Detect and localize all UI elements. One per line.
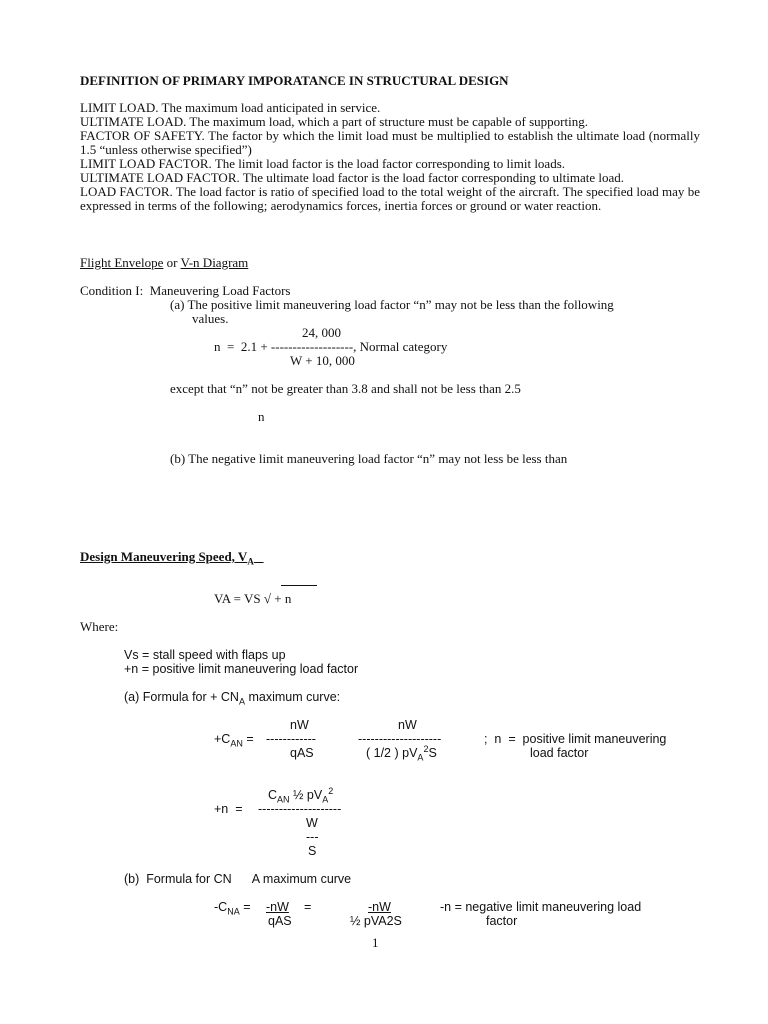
formula-a-num2: nW [398, 718, 417, 732]
formula-b-term1: -nW [266, 900, 289, 914]
va-formula: VA = VS √ + n [214, 591, 292, 606]
equation-numerator: 24, 000 [302, 325, 341, 340]
condition-item-b: (b) The negative limit maneuvering load factor “n” may not less be less than [170, 451, 568, 466]
formula-n-small-dash: --- [306, 830, 319, 844]
equation-line: n = 2.1 + -------------------, Normal category [214, 339, 448, 354]
formula-a-note2: load factor [530, 746, 589, 760]
formula-a-note: ; n = positive limit maneuvering [484, 732, 667, 746]
sqrt-symbol: √ [263, 591, 271, 606]
formula-a-den1: qAS [290, 746, 314, 760]
flight-envelope-heading: Flight Envelope or V-n Diagram [80, 255, 249, 270]
formula-a-den2: ( 1/2 ) $pV_A^2S$ [366, 743, 437, 763]
definition-factor-of-safety: FACTOR OF SAFETY. The factor by which the limit load must be multiplied to establish the ultimate load (normally 1.5 “unless otherwise specified”) [80, 128, 700, 157]
definition-limit-load-factor: LIMIT LOAD FACTOR. The limit load factor is the load factor corresponding to limit loads. [80, 156, 566, 171]
formula-a-dash1: ------------ [266, 732, 316, 746]
formula-n-lhs: +n = [214, 802, 243, 816]
vs-definition: Vs = stall speed with flaps up [124, 648, 286, 662]
formula-a-label: (a) Formula for + $CN_A$ maximum curve: [124, 690, 341, 707]
formula-b-note2: factor [486, 914, 518, 928]
condition-label: Condition I: Maneuvering Load Factors [80, 283, 291, 298]
formula-a-dash2: -------------------- [358, 732, 442, 746]
definitions-block [80, 101, 700, 213]
definition-ultimate-load-factor: ULTIMATE LOAD FACTOR. The ultimate load factor is the load factor corresponding to ultimate load. [80, 170, 624, 185]
design-speed-heading: Design Maneuvering Speed, $V_A$ [80, 549, 254, 567]
formula-n-w: W [306, 816, 318, 830]
formula-a-num1: nW [290, 718, 309, 732]
definition-limit-load: LIMIT LOAD. The maximum load anticipated in service. [80, 100, 381, 115]
formula-n-dash: -------------------- [258, 802, 342, 816]
condition-item-a-cont: values. [192, 311, 229, 326]
radical-overline [281, 585, 317, 586]
definition-load-factor: LOAD FACTOR. The load factor is ratio of specified load to the total weight of the aircraft. The specified load may be expressed in terms of the following; aerodynamics forces, inertia forces or ground or water reaction. [80, 184, 700, 213]
equation-denominator: W + 10, 000 [290, 353, 355, 368]
formula-b-den2: ½ pVA2S [350, 914, 402, 928]
page-number: 1 [372, 935, 379, 950]
except-clause: except that “n” not be greater than 3.8 and shall not be less than 2.5 [170, 381, 521, 396]
formula-b-label: (b) Formula for CN A maximum curve [124, 872, 352, 886]
where-label: Where: [80, 619, 119, 634]
page-title: DEFINITION OF PRIMARY IMPORATANCE IN STRUCTURAL DESIGN [80, 73, 509, 88]
definition-ultimate-load: ULTIMATE LOAD. The maximum load, which a part of structure must be capable of supporting. [80, 114, 588, 129]
n-symbol: n [258, 409, 265, 424]
formula-a-lhs: $+C_{AN}$ = [214, 732, 254, 749]
formula-n-s: S [308, 844, 317, 858]
formula-b-term2: -nW [368, 900, 391, 914]
formula-b-note: -n = negative limit maneuvering load [440, 900, 642, 914]
formula-b-den1: qAS [268, 914, 292, 928]
formula-b-lhs: $-C_{NA}$ = [214, 900, 251, 917]
condition-item-a: (a) The positive limit maneuvering load factor “n” may not be less than the following [170, 297, 614, 312]
n-definition: +n = positive limit maneuvering load factor [124, 662, 359, 676]
formula-n-numerator: $C_{AN}$ ½ $pV_A^2$ [268, 785, 334, 805]
formula-b-eq2: = [304, 900, 312, 914]
